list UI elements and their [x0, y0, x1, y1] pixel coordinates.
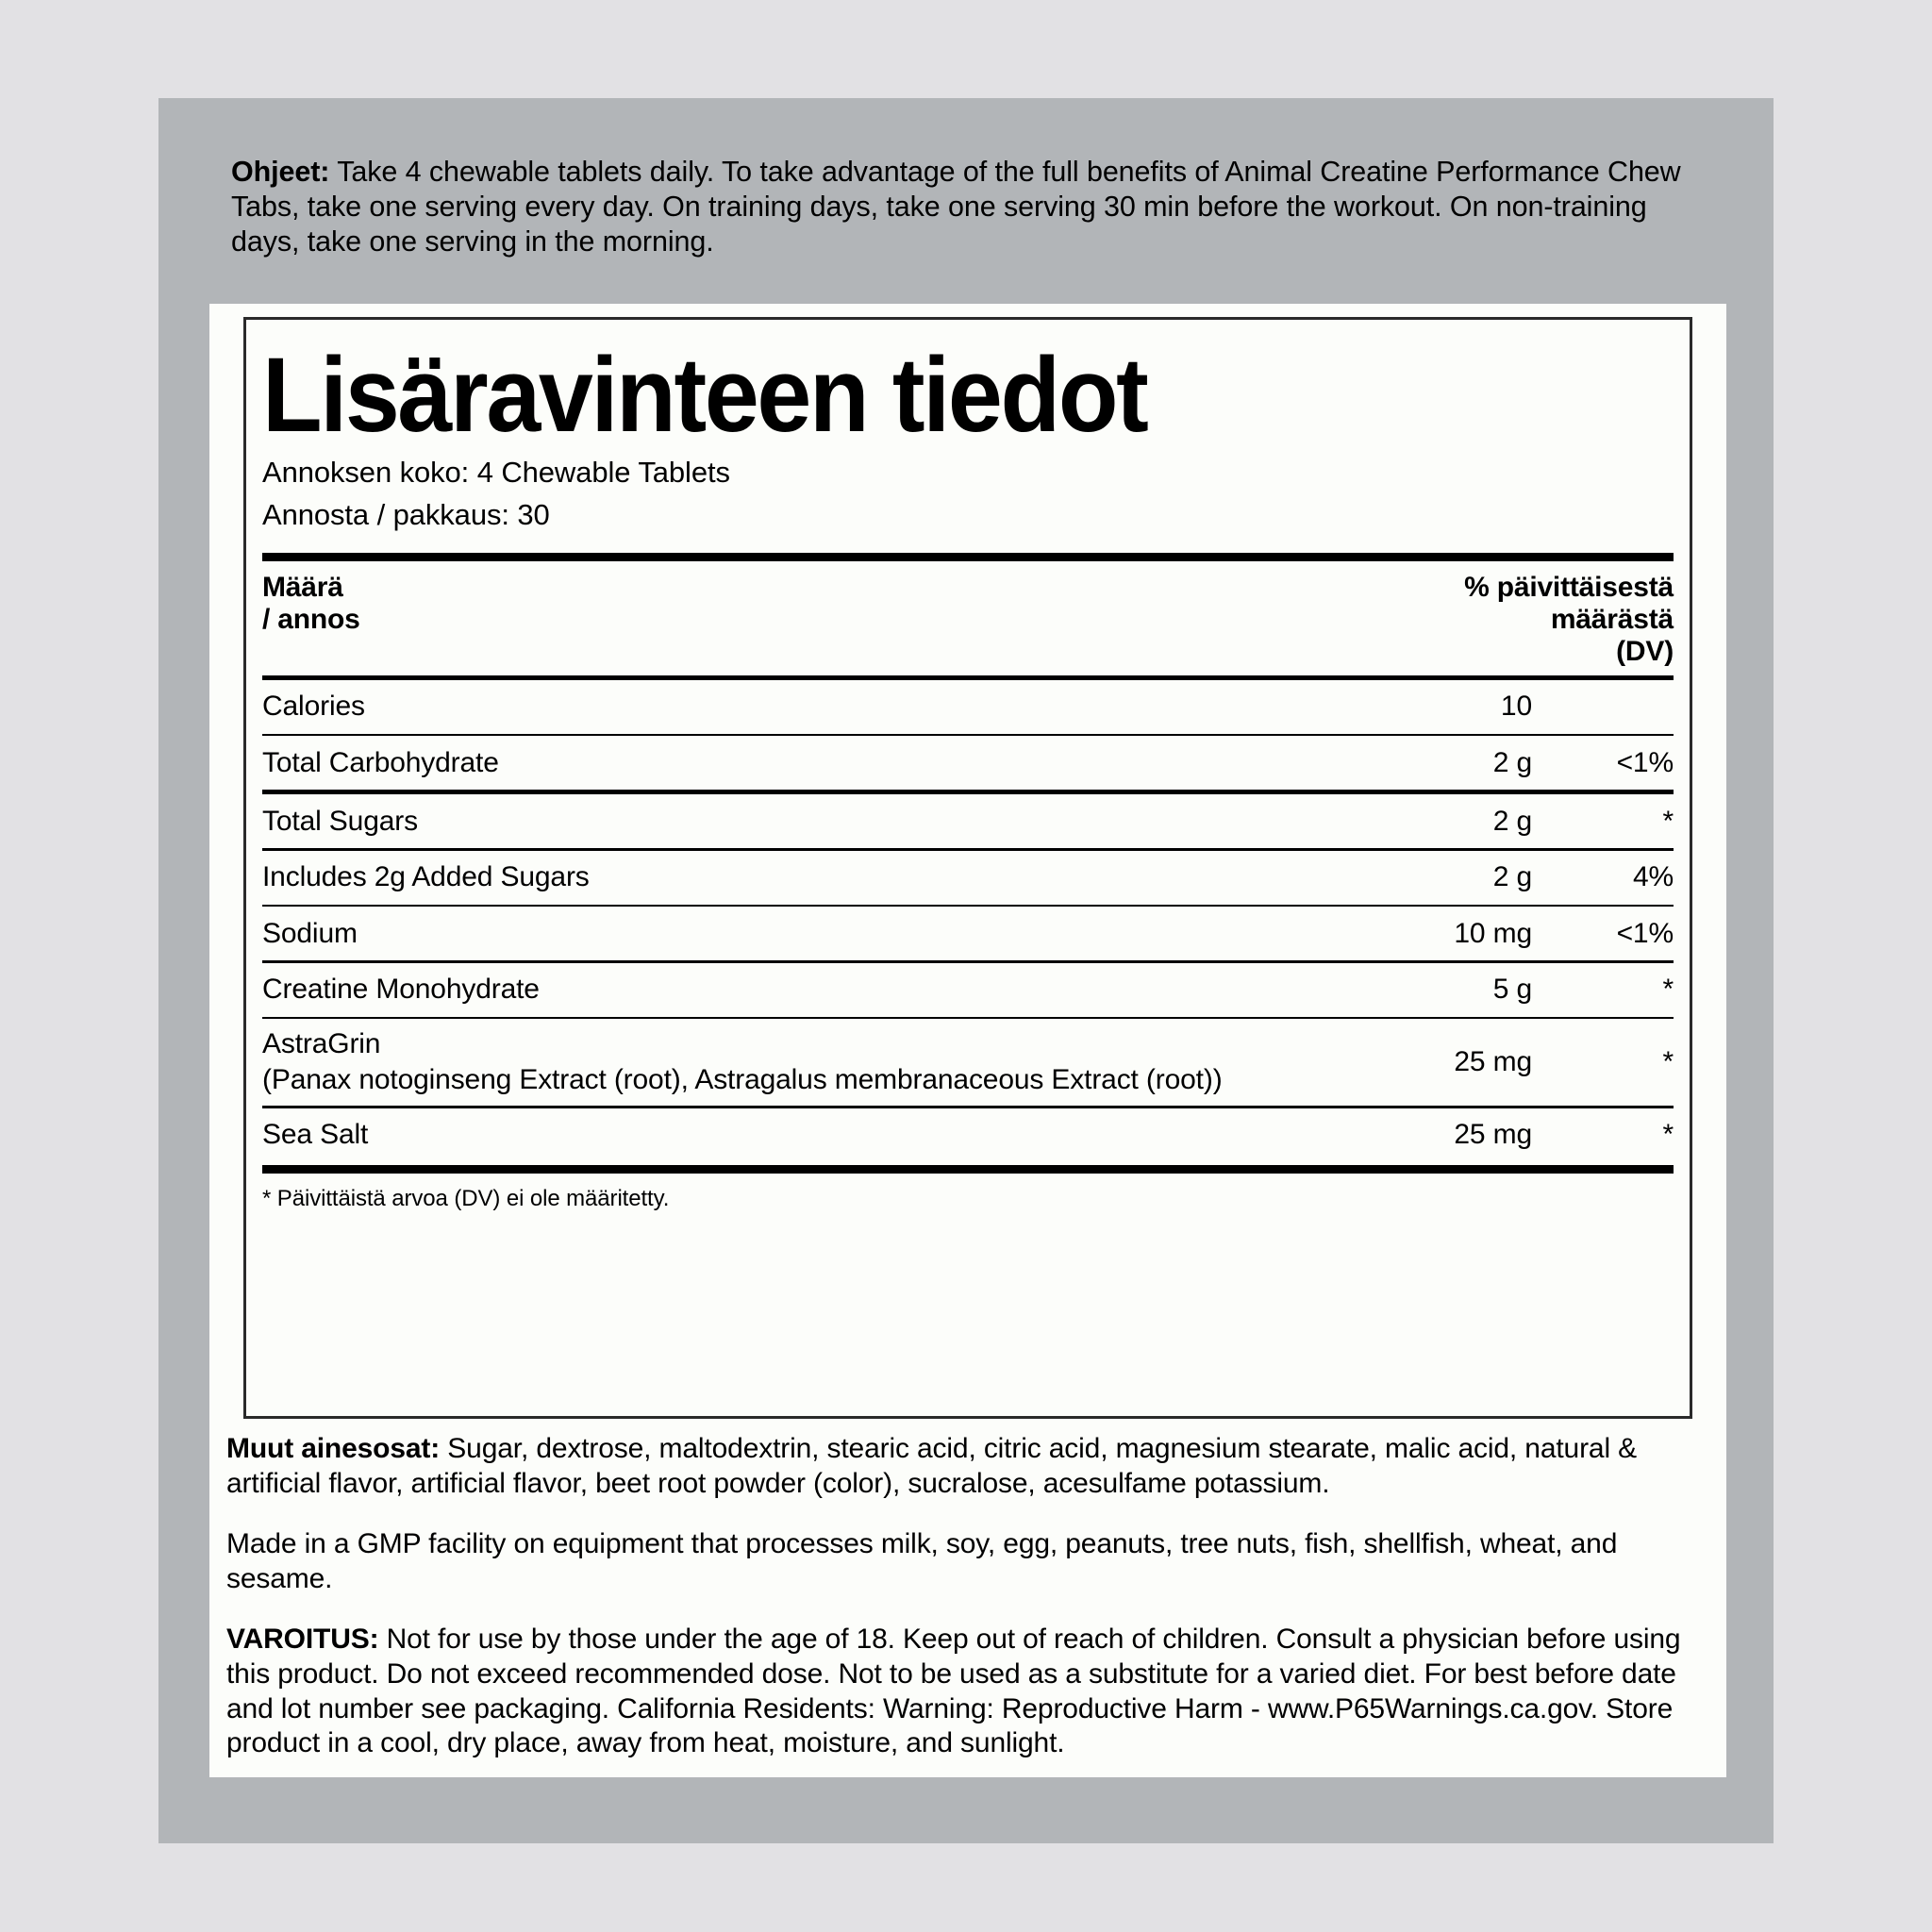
header-dv-line2: määrästä [1550, 603, 1674, 635]
directions-paragraph [231, 155, 1703, 259]
directions-text: Take 4 chewable tablets daily. To take advantage of the full benefits of Animal Creatine Performance Chew Tabs, take one serving every day. On training days, take one serving 30 min before the workout. On non-training days, take one serving in the morning. [231, 156, 1681, 258]
nutrient-name: Total Sugars [262, 805, 418, 837]
table-row [262, 851, 1674, 905]
supplement-label-card [158, 98, 1774, 1843]
warning-text: Not for use by those under the age of 18. Keep out of reach of children. Consult a physician before using this product. Do not exceed recommended dose. Not to be used as a substitute for a varied diet. For best before date and lot number see packaging. California Residents: Warning: Reproductive Harm - www.P65Warnings.ca.gov. Store product in a cool, dry place, away from heat, moisture, and sunlight. [226, 1624, 1681, 1759]
nutrient-name: Calories [262, 691, 365, 722]
header-dv-line1: % päivittäisestä [1464, 571, 1674, 603]
table-row [262, 680, 1674, 734]
table-row [262, 907, 1674, 960]
nutrient-dv: <1% [1616, 917, 1674, 949]
label-white-panel [209, 304, 1726, 1777]
table-row [262, 736, 1674, 790]
servings-per-container: Annosta / pakkaus: 30 [262, 497, 550, 531]
header-dv-line3: (DV) [1616, 635, 1674, 667]
nutrient-amount: 5 g [1492, 974, 1532, 1006]
table-row [262, 1108, 1674, 1162]
rule-thick-bottom [262, 1165, 1674, 1174]
supplement-facts-title: Lisäravinteen tiedot [262, 336, 1147, 454]
other-ingredients-paragraph [226, 1432, 1707, 1501]
header-amount-per-serving [262, 572, 360, 636]
nutrient-dv: 4% [1632, 861, 1674, 893]
nutrient-name: Sodium [262, 917, 358, 949]
label-bottom-text [226, 1432, 1707, 1761]
nutrient-dv: * [1662, 805, 1674, 837]
nutrient-dv: * [1662, 1119, 1674, 1151]
nutrient-amount: 2 g [1492, 861, 1532, 893]
table-row [262, 963, 1674, 1017]
warning-label: VAROITUS: [226, 1624, 379, 1656]
nutrient-dv: <1% [1616, 746, 1674, 778]
nutrient-name-detail: (Panax notoginseng Extract (root), Astragalus membranaceous Extract (root)) [262, 1064, 1223, 1096]
nutrient-name: Total Carbohydrate [262, 746, 499, 778]
nutrient-name: Includes 2g Added Sugars [262, 861, 590, 892]
rule-thick-top [262, 553, 1674, 561]
daily-value-footnote: * Päivittäistä arvoa (DV) ei ole määritetty. [262, 1185, 670, 1211]
header-daily-value [1464, 572, 1674, 668]
directions-label: Ohjeet: [231, 156, 330, 188]
table-row [262, 794, 1674, 848]
table-header-row [262, 561, 1674, 675]
table-row [262, 1019, 1674, 1106]
nutrient-amount: 25 mg [1454, 1046, 1532, 1078]
nutrient-amount: 25 mg [1454, 1119, 1532, 1151]
nutrient-amount: 10 mg [1454, 917, 1532, 949]
nutrient-amount: 2 g [1492, 746, 1532, 778]
supplement-facts-box [243, 317, 1692, 1419]
other-ingredients-text: Sugar, dextrose, maltodextrin, stearic acid, citric acid, magnesium stearate, malic acid, natural & artificial flavor, artificial flavor, beet root powder (color), sucralose, acesulfame potassium. [226, 1433, 1638, 1499]
warning-paragraph [226, 1623, 1707, 1760]
allergen-statement: Made in a GMP facility on equipment that processes milk, soy, egg, peanuts, tree nuts, fish, shellfish, wheat, and sesame. [226, 1528, 1618, 1594]
nutrient-name-block [262, 1026, 1296, 1098]
header-amount-line2: / annos [262, 603, 360, 635]
header-amount-line1: Määrä [262, 571, 343, 603]
nutrient-name: Creatine Monohydrate [262, 974, 540, 1005]
nutrient-amount: 2 g [1492, 805, 1532, 837]
serving-size: Annoksen koko: 4 Chewable Tablets [262, 456, 730, 489]
nutrient-dv: * [1662, 1046, 1674, 1078]
nutrient-amount: 10 [1500, 691, 1532, 723]
nutrient-name: Sea Salt [262, 1119, 369, 1150]
other-ingredients-label: Muut ainesosat: [226, 1433, 441, 1464]
nutrient-dv: * [1662, 974, 1674, 1006]
nutrient-name: AstraGrin [262, 1027, 381, 1059]
